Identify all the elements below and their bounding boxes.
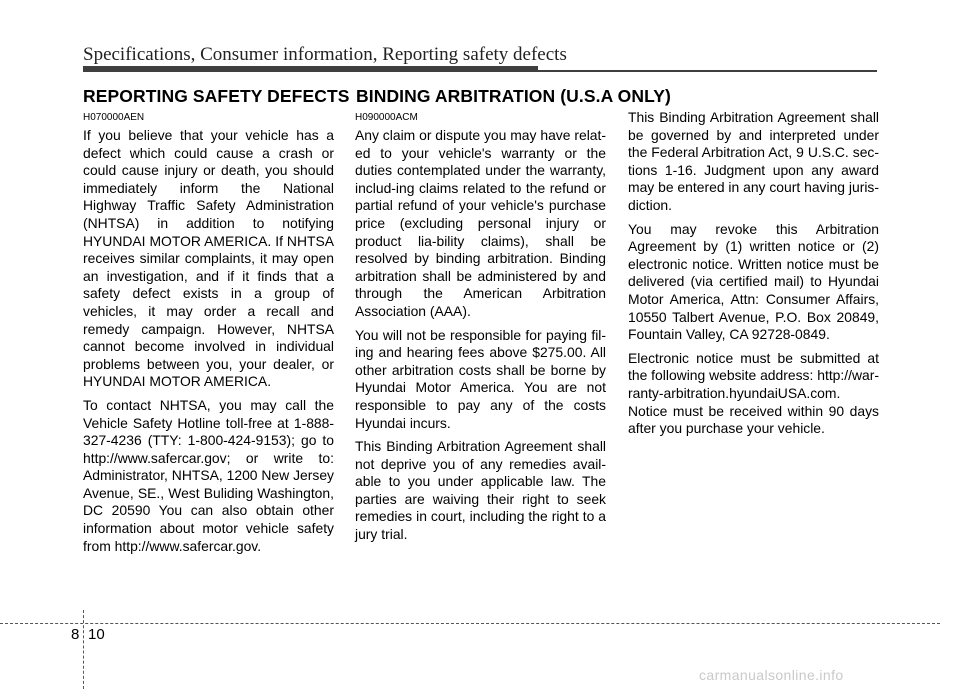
section-code: H070000AEN xyxy=(83,112,145,123)
section-heading-binding-arbitration: BINDING ARBITRATION (U.S.A ONLY) xyxy=(356,86,671,106)
footer-divider xyxy=(0,623,940,624)
paragraph: Any claim or dispute you may have relat-ed to your vehicle's warranty or the duties contemplated under the warranty, includ-ing claims related to the refund or partial refund of your vehicle's purchase price (excluding personal injury or product lia-bility claims), shall be resolved by binding arbitration. Binding arbitration shall be administered by and through the American Arbitration Association (AAA). xyxy=(355,127,606,319)
column-reporting-safety-defects xyxy=(83,112,334,561)
paragraph: To contact NHTSA, you may call the Vehicle Safety Hotline toll-free at 1-888-327-4236 (TTY: 1-800-424-9153); go to http://www.safercar.gov; or write to: Administrator, NHTSA, 1200 New Jersey Avenue, SE., West Buliding Washington, DC 20590 You can also obtain other information about motor vehicle safety from http://www.safercar.gov. xyxy=(83,396,334,554)
footer-page-separator xyxy=(83,610,84,689)
header-rule xyxy=(538,70,877,72)
paragraph: Electronic notice must be submitted at the following website address: http://war-ranty-arbitration.hyundaiUSA.com. Notice must be received within 90 days after you purchase your vehicle. xyxy=(628,349,879,437)
watermark: carmanualsonline.info xyxy=(699,667,844,683)
chapter-number: 8 xyxy=(71,626,80,643)
section-code: H090000ACM xyxy=(355,112,418,123)
page-header-title: Specifications, Consumer information, Reporting safety defects xyxy=(83,44,567,65)
page-number: 10 xyxy=(88,626,105,643)
paragraph: You will not be responsible for paying fil-ing and hearing fees above $275.00. All other arbitration costs shall be borne by Hyundai Motor America. You are not responsible to pay any of the costs Hyundai incurs. xyxy=(355,326,606,431)
column-binding-arbitration xyxy=(355,112,606,550)
column-binding-arbitration-continued xyxy=(628,109,879,444)
paragraph: This Binding Arbitration Agreement shall be governed by and interpreted under the Federal Arbitration Act, 9 U.S.C. sec-tions 1-16. Judgment upon any award may be entered in any court having juris-diction. xyxy=(628,109,879,213)
section-heading-reporting-safety-defects: REPORTING SAFETY DEFECTS xyxy=(83,86,350,106)
paragraph: This Binding Arbitration Agreement shall not deprive you of any remedies avail-able to you under applicable law. The parties are waiving their right to seek remedies in court, including the right to a jury trial. xyxy=(355,438,606,543)
header-bar xyxy=(83,66,538,72)
paragraph: If you believe that your vehicle has a defect which could cause a crash or could cause injury or death, you should immediately inform the National Highway Traffic Safety Administration (NHTSA) in addition to notifying HYUNDAI MOTOR AMERICA. If NHTSA receives similar complaints, it may open an investigation, and if it finds that a safety defect exists in a group of vehicles, it may order a recall and remedy campaign. However, NHTSA cannot become involved in individual problems between you, your dealer, or HYUNDAI MOTOR AMERICA. xyxy=(83,127,334,390)
paragraph: You may revoke this Arbitration Agreement by (1) written notice or (2) electronic notice. Written notice must be delivered (via certified mail) to Hyundai Motor America, Attn: Consumer Affairs, 10550 Talbert Avenue, P.O. Box 20849, Fountain Valley, CA 92728-0849. xyxy=(628,220,879,343)
